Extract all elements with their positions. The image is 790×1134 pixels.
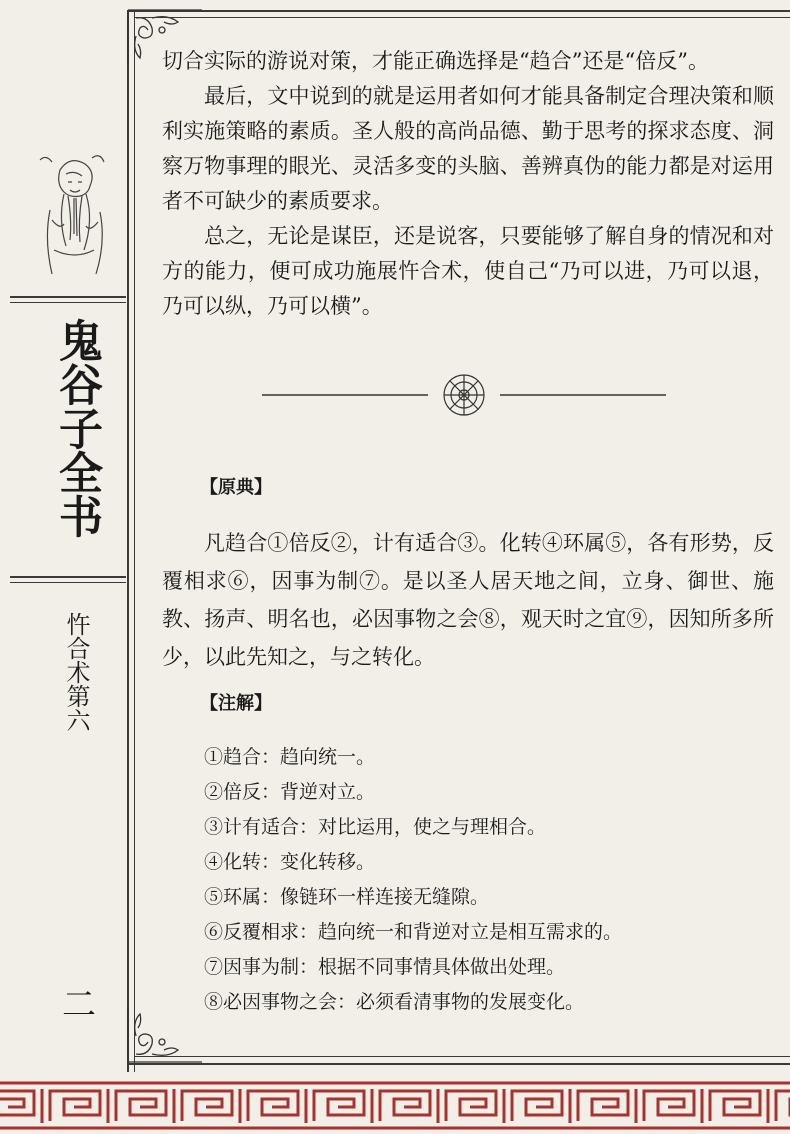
sidebar bbox=[0, 0, 128, 1072]
sidebar-divider-mid-thin bbox=[10, 582, 126, 583]
fret-unit bbox=[50, 1091, 100, 1121]
notes-heading: 【注解】 bbox=[200, 693, 272, 714]
fret-unit bbox=[248, 1091, 298, 1121]
frame-top-inner-line bbox=[134, 17, 790, 18]
note-item: ④化转：变化转移。 bbox=[204, 851, 376, 873]
sidebar-divider-top-thin bbox=[10, 302, 126, 303]
note-item: ③计有适合：对比运用，使之与理相合。 bbox=[204, 816, 547, 838]
note-item: ②倍反：背逆对立。 bbox=[204, 781, 376, 803]
fret-unit bbox=[710, 1091, 760, 1121]
fret-unit bbox=[0, 1091, 34, 1121]
body-paragraph: 总之，无论是谋臣，还是说客，只要能够了解自身的情况和对方的能力，便可成功施展忤合术，使自己“乃可以进，乃可以退，乃可以纵，乃可以横”。 bbox=[162, 224, 774, 318]
fret-unit bbox=[314, 1091, 364, 1121]
fret-unit bbox=[116, 1091, 166, 1121]
body-paragraph: 切合实际的游说对策，才能正确选择是“趋合”还是“倍反”。 bbox=[162, 49, 709, 73]
fret-unit bbox=[776, 1091, 790, 1121]
fret-unit bbox=[512, 1091, 562, 1121]
body-paragraph: 最后，文中说到的就是运用者如何才能具备制定合理决策和顺利实施策略的素质。圣人般的高尚品德、勤于思考的探求态度、洞察万物事理的眼光、灵活多变的头脑、善辨真伪的能力都是对运用者不可缺少的素质要求。 bbox=[162, 84, 774, 213]
frame-bottom-line bbox=[127, 1063, 790, 1065]
frame-top-line bbox=[127, 10, 790, 12]
note-item: ⑦因事为制：根据不同事情具体做出处理。 bbox=[204, 956, 566, 978]
fret-unit bbox=[644, 1091, 694, 1121]
frame-left-line bbox=[127, 10, 129, 1072]
original-heading: 【原典】 bbox=[200, 477, 272, 498]
fret-unit bbox=[380, 1091, 430, 1121]
fret-unit bbox=[446, 1091, 496, 1121]
frame-left-inner-line bbox=[134, 10, 135, 1072]
page-number: 二 bbox=[62, 985, 96, 1025]
notes-list bbox=[204, 740, 764, 1020]
frame-bottom-inner-line bbox=[134, 1056, 790, 1057]
fret-unit bbox=[578, 1091, 628, 1121]
sage-portrait-icon bbox=[30, 150, 110, 280]
fret-unit bbox=[182, 1091, 232, 1121]
original-text: 凡趋合①倍反②，计有适合③。化转④环属⑤，各有形势，反覆相求⑥，因事为制⑦。是以圣人居天地之间，立身、御世、施教、扬声、明名也，必因事物之会⑧，观天时之宜⑨，因知所多所少，以此先知之，与之转化。 bbox=[162, 531, 774, 669]
original-text-block bbox=[162, 524, 774, 676]
note-item: ⑧必因事物之会：必须看清事物的发展变化。 bbox=[204, 991, 585, 1013]
sidebar-divider-top bbox=[10, 296, 126, 298]
chapter-title: 忤合术第六 bbox=[62, 612, 90, 732]
fret-border-pattern bbox=[0, 1077, 790, 1134]
note-item: ⑥反覆相求：趋向统一和背逆对立是相互需求的。 bbox=[204, 921, 623, 943]
corner-ornament-bottom-icon bbox=[118, 1000, 208, 1070]
body-text bbox=[162, 44, 774, 324]
sidebar-divider-mid bbox=[10, 576, 126, 578]
rosette-icon bbox=[444, 375, 484, 415]
note-item: ①趋合：趋向统一。 bbox=[204, 746, 376, 768]
section-divider bbox=[262, 372, 666, 418]
note-item: ⑤环属：像链环一样连接无缝隙。 bbox=[204, 886, 490, 908]
book-title: 鬼谷子全书 bbox=[51, 318, 102, 538]
